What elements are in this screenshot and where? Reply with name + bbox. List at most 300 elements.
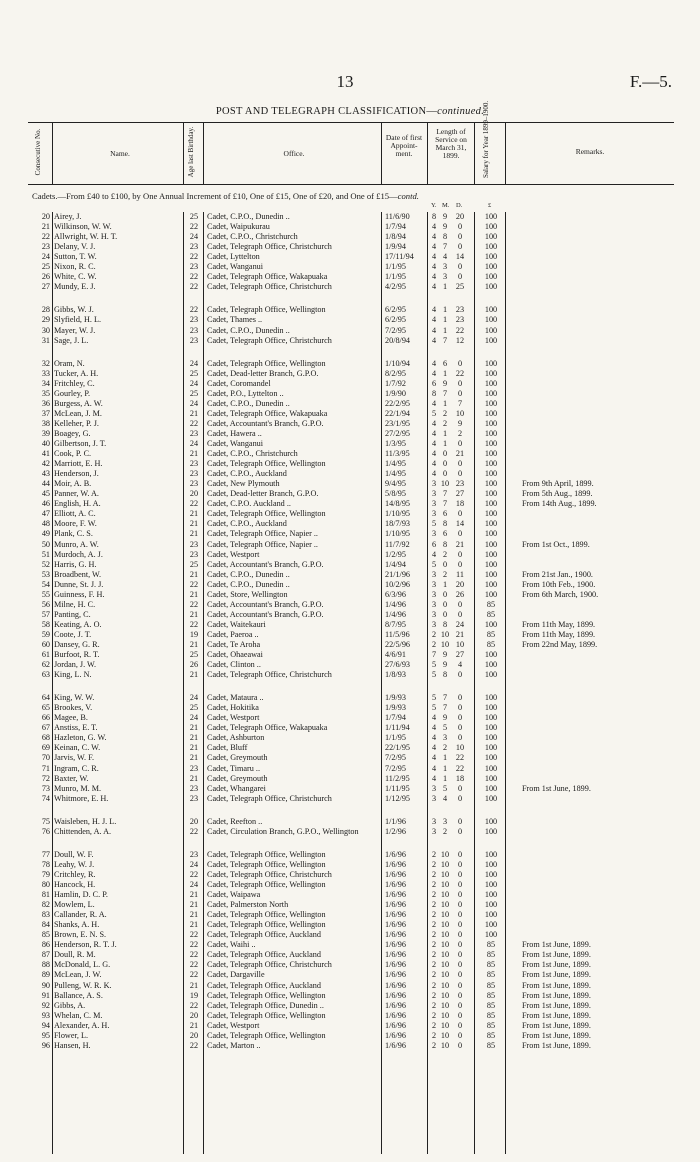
cell-service-days: 0	[457, 1040, 463, 1050]
cell-service-days: 10	[455, 408, 465, 418]
cell-service-years: 5	[431, 670, 437, 680]
cell-service-months: 10	[440, 1040, 450, 1050]
cell-salary: 100	[484, 753, 498, 763]
cell-service-years: 4	[431, 222, 437, 232]
cell-service-days: 0	[457, 459, 463, 469]
cell-age: 21	[189, 529, 199, 539]
cell-service-years: 2	[431, 910, 437, 920]
cell-name: Elliott, A. C.	[54, 509, 96, 519]
page-reference: F.—5.	[629, 72, 672, 91]
cell-service-months: 2	[442, 418, 448, 428]
table-row	[0, 499, 700, 509]
cell-service-years: 3	[431, 599, 437, 609]
cell-appointment-date: 11/3/95	[385, 449, 410, 459]
table-row	[0, 262, 700, 272]
cell-remarks: From 1st June, 1899.	[522, 970, 591, 980]
cell-consecutive-no: 50	[41, 539, 50, 549]
cell-consecutive-no: 82	[41, 900, 50, 910]
cell-service-months: 10	[440, 910, 450, 920]
cell-service-years: 3	[431, 589, 437, 599]
cell-consecutive-no: 55	[41, 589, 50, 599]
cell-consecutive-no: 40	[41, 439, 50, 449]
cell-service-years: 4	[431, 335, 437, 345]
cell-salary: 100	[484, 569, 498, 579]
cell-service-years: 4	[431, 733, 437, 743]
cell-name: Doull, R. M.	[54, 950, 96, 960]
cell-office: Cadet, Dead-letter Branch, G.P.O.	[207, 368, 319, 378]
cell-remarks: From 11th May, 1899.	[522, 619, 596, 629]
cell-age: 21	[189, 670, 199, 680]
page-header	[0, 72, 700, 92]
cell-service-months: 1	[442, 439, 448, 449]
cell-salary: 100	[484, 368, 498, 378]
cell-age: 21	[189, 589, 199, 599]
cell-service-months: 10	[440, 990, 450, 1000]
cell-office: Cadet, Dead-letter Branch, G.P.O.	[207, 489, 319, 499]
cell-consecutive-no: 61	[41, 650, 50, 660]
cell-name: Munro, M. M.	[54, 783, 102, 793]
cell-service-days: 0	[457, 970, 463, 980]
cell-age: 24	[189, 358, 199, 368]
cell-remarks: From 10th Feb., 1900.	[522, 579, 596, 589]
cell-name: Burgess, A. W.	[54, 398, 103, 408]
cell-service-years: 4	[431, 282, 437, 292]
cell-salary: 85	[486, 609, 496, 619]
cell-name: Henderson, R. T. J.	[54, 940, 117, 950]
cell-consecutive-no: 90	[41, 980, 50, 990]
cell-salary: 85	[486, 950, 496, 960]
cell-name: Panner, W. A.	[54, 489, 99, 499]
header-date-first-appointment: Date of first Appoint-ment.	[385, 133, 423, 158]
cell-service-months: 0	[442, 599, 448, 609]
table-row	[0, 379, 700, 389]
cell-age: 21	[189, 890, 199, 900]
cell-office: Cadet, Telegraph Office, Wellington	[207, 459, 326, 469]
cell-service-years: 3	[431, 509, 437, 519]
cell-service-days: 23	[455, 479, 465, 489]
cell-appointment-date: 4/6/91	[385, 650, 406, 660]
cell-office: Cadet, Dargaville	[207, 970, 265, 980]
cell-service-days: 22	[455, 325, 465, 335]
cell-name: Airey, J.	[54, 212, 82, 221]
cell-service-days: 2	[457, 428, 463, 438]
cell-name: Murdoch, A. J.	[54, 549, 103, 559]
cell-salary: 100	[484, 930, 498, 940]
cell-salary: 100	[484, 660, 498, 670]
cell-service-years: 3	[431, 579, 437, 589]
cell-service-months: 1	[442, 763, 448, 773]
cell-name: Delany, V. J.	[54, 242, 96, 252]
cell-remarks: From 1st June, 1899.	[522, 950, 591, 960]
cell-service-months: 8	[442, 519, 448, 529]
cell-appointment-date: 17/11/94	[385, 252, 414, 262]
cell-office: Cadet, Whangarei	[207, 783, 266, 793]
cell-appointment-date: 20/8/94	[385, 335, 411, 345]
cell-salary: 100	[484, 880, 498, 890]
cell-service-days: 0	[457, 1020, 463, 1030]
cell-age: 21	[189, 723, 199, 733]
cell-office: Cadet, Thames ..	[207, 315, 263, 325]
cell-office: Cadet, Timaru ..	[207, 763, 260, 773]
cell-office: Cadet, C.P.O., Dunedin ..	[207, 212, 290, 221]
cell-service-days: 0	[457, 262, 463, 272]
table-row	[0, 419, 700, 429]
cell-appointment-date: 1/6/96	[385, 870, 406, 879]
cell-service-years: 4	[431, 272, 437, 282]
cell-consecutive-no: 78	[41, 859, 50, 869]
cell-salary: 100	[484, 529, 498, 539]
cell-consecutive-no: 94	[41, 1020, 50, 1030]
cell-age: 21	[189, 733, 199, 743]
cell-appointment-date: 22/1/95	[385, 743, 411, 753]
cell-service-years: 2	[431, 880, 437, 890]
cell-appointment-date: 1/4/96	[385, 609, 406, 619]
cell-age: 22	[189, 252, 199, 262]
cell-appointment-date: 10/2/96	[385, 579, 411, 589]
cell-age: 21	[189, 980, 199, 990]
cell-service-years: 8	[431, 388, 437, 398]
cell-office: Cadet, Telegraph Office, Christchurch	[207, 960, 332, 970]
cell-service-months: 5	[442, 723, 448, 733]
cell-salary: 100	[484, 703, 498, 713]
cell-consecutive-no: 48	[41, 519, 50, 529]
cell-consecutive-no: 20	[41, 212, 50, 221]
cell-service-years: 4	[431, 418, 437, 428]
table-row	[0, 590, 700, 600]
cell-consecutive-no: 69	[41, 743, 50, 753]
cell-remarks: From 6th March, 1900.	[522, 589, 599, 599]
cell-name: Keinan, C. W.	[54, 743, 101, 753]
cell-office: Cadet, Telegraph Office, Wellington	[207, 859, 326, 869]
cell-office: Cadet, Telegraph Office, Wakapuaka	[207, 408, 328, 418]
cell-salary: 100	[484, 713, 498, 723]
table-row	[0, 580, 700, 590]
cell-consecutive-no: 58	[41, 619, 50, 629]
page-number: 13	[336, 72, 354, 91]
cell-service-years: 4	[431, 449, 437, 459]
cell-office: Cadet, C.P.O., Dunedin ..	[207, 579, 290, 589]
cell-name: Brookes, V.	[54, 703, 93, 713]
cell-office: Cadet, Waitekauri	[207, 619, 266, 629]
cell-consecutive-no: 65	[41, 703, 50, 713]
cell-service-days: 14	[455, 519, 465, 529]
cell-consecutive-no: 28	[41, 305, 50, 315]
cell-service-months: 9	[442, 378, 448, 388]
cell-appointment-date: 4/2/95	[385, 282, 406, 292]
cell-consecutive-no: 92	[41, 1000, 50, 1010]
cell-service-years: 4	[431, 723, 437, 733]
cell-consecutive-no: 53	[41, 569, 50, 579]
cell-appointment-date: 1/8/94	[385, 232, 406, 242]
cell-service-days: 0	[457, 670, 463, 680]
cell-service-days: 22	[455, 763, 465, 773]
cell-service-days: 0	[457, 242, 463, 252]
cell-office: Cadet, Marton ..	[207, 1040, 261, 1050]
cell-consecutive-no: 88	[41, 960, 50, 970]
cell-appointment-date: 1/6/96	[385, 960, 406, 970]
cell-service-years: 5	[431, 559, 437, 569]
cell-service-years: 4	[431, 368, 437, 378]
cell-service-years: 4	[431, 262, 437, 272]
cell-office: Cadet, Reefton ..	[207, 816, 263, 826]
table-row	[0, 640, 700, 650]
cell-appointment-date: 6/3/96	[385, 589, 406, 599]
cell-name: Milne, H. C.	[54, 599, 96, 609]
table-row	[0, 305, 700, 315]
cell-consecutive-no: 73	[41, 783, 50, 793]
cell-service-months: 0	[442, 459, 448, 469]
cell-appointment-date: 18/7/93	[385, 519, 411, 529]
table-row	[0, 693, 700, 703]
cell-office: Cadet, Waipawa	[207, 890, 261, 900]
cell-appointment-date: 11/7/92	[385, 539, 410, 549]
cell-salary: 100	[484, 509, 498, 519]
cell-age: 21	[189, 449, 199, 459]
cell-name: Moore, F. W.	[54, 519, 97, 529]
cell-salary: 100	[484, 549, 498, 559]
cell-name: Anstiss, E. T.	[54, 723, 98, 733]
cell-appointment-date: 1/6/96	[385, 920, 406, 930]
table-row	[0, 743, 700, 753]
cell-salary: 100	[484, 693, 498, 703]
table-row	[0, 1041, 700, 1051]
cell-salary: 100	[484, 793, 498, 803]
cell-service-days: 0	[457, 859, 463, 869]
cell-name: Flower, L.	[54, 1030, 89, 1040]
cell-appointment-date: 1/7/94	[385, 713, 406, 723]
cell-consecutive-no: 22	[41, 232, 50, 242]
cell-salary: 100	[484, 242, 498, 252]
cell-appointment-date: 1/10/95	[385, 529, 411, 539]
cell-service-days: 18	[455, 499, 465, 509]
cell-service-months: 5	[442, 783, 448, 793]
col-divider	[183, 122, 184, 184]
cell-name: Leahy, W. J.	[54, 859, 95, 869]
cell-office: Cadet, Lyttelton	[207, 252, 260, 262]
cell-age: 23	[189, 763, 199, 773]
cell-name: McDonald, L. G.	[54, 960, 111, 970]
cell-salary: 85	[486, 599, 496, 609]
table-row	[0, 850, 700, 860]
cell-salary: 100	[484, 212, 498, 221]
cell-name: Dansey, G. R.	[54, 639, 100, 649]
cell-office: Cadet, Telegraph Office, Christchurch	[207, 242, 332, 252]
cell-appointment-date: 1/4/95	[385, 459, 406, 469]
cell-service-years: 3	[431, 569, 437, 579]
cell-appointment-date: 1/6/96	[385, 890, 406, 900]
cell-consecutive-no: 37	[41, 408, 50, 418]
table-title-main: POST AND TELEGRAPH CLASSIFICATION—	[215, 106, 438, 117]
cell-service-days: 14	[455, 252, 465, 262]
cell-service-days: 21	[455, 539, 465, 549]
table-row	[0, 860, 700, 870]
cell-appointment-date: 22/1/94	[385, 408, 411, 418]
cell-remarks: From 1st June, 1899.	[522, 1000, 591, 1010]
cell-age: 22	[189, 499, 199, 509]
table-row	[0, 212, 700, 222]
cell-name: Dunne, St. J. J.	[54, 579, 104, 589]
cell-service-years: 3	[431, 619, 437, 629]
cell-service-days: 0	[457, 609, 463, 619]
cell-age: 22	[189, 970, 199, 980]
cell-salary: 100	[484, 826, 498, 836]
cell-office: Cadet, Telegraph Office, Wellington	[207, 358, 326, 368]
cell-salary: 100	[484, 282, 498, 292]
cell-office: Cadet, Te Aroha	[207, 639, 261, 649]
cell-consecutive-no: 71	[41, 763, 50, 773]
cell-age: 24	[189, 880, 199, 890]
unit-days: D.	[456, 202, 463, 209]
cell-age: 23	[189, 262, 199, 272]
col-divider	[381, 122, 382, 184]
cell-appointment-date: 1/8/93	[385, 670, 406, 680]
cell-service-years: 5	[431, 693, 437, 703]
table-row	[0, 336, 700, 356]
cell-service-days: 0	[457, 723, 463, 733]
cell-service-days: 24	[455, 619, 465, 629]
table-row	[0, 610, 700, 620]
cell-age: 20	[189, 816, 199, 826]
cell-appointment-date: 1/3/95	[385, 439, 406, 449]
cell-service-years: 3	[431, 489, 437, 499]
cell-service-days: 0	[457, 232, 463, 242]
cell-service-days: 0	[457, 1030, 463, 1040]
cell-service-days: 27	[455, 489, 465, 499]
cell-age: 22	[189, 418, 199, 428]
cell-name: Broadbent, W.	[54, 569, 102, 579]
cell-service-days: 18	[455, 773, 465, 783]
cell-age: 25	[189, 388, 199, 398]
cell-service-months: 10	[440, 870, 450, 879]
cell-salary: 100	[484, 252, 498, 262]
cell-salary: 100	[484, 305, 498, 315]
cell-service-years: 4	[431, 753, 437, 763]
table-row	[0, 713, 700, 723]
table-row	[0, 1021, 700, 1031]
cell-salary: 100	[484, 783, 498, 793]
table-body	[0, 212, 700, 1051]
cell-name: Shanks, A. H.	[54, 920, 100, 930]
cell-service-years: 6	[431, 378, 437, 388]
cell-consecutive-no: 43	[41, 469, 50, 479]
cell-office: Cadet, Ohaeawai	[207, 650, 263, 660]
cell-service-months: 10	[440, 890, 450, 900]
cell-salary: 100	[484, 418, 498, 428]
cell-service-months: 7	[442, 693, 448, 703]
cell-office: Cadet, Wanganui	[207, 262, 264, 272]
cell-salary: 100	[484, 358, 498, 368]
cell-age: 24	[189, 439, 199, 449]
cell-salary: 100	[484, 900, 498, 910]
cell-service-months: 10	[440, 960, 450, 970]
cell-service-days: 0	[457, 950, 463, 960]
cell-service-months: 8	[442, 670, 448, 680]
cell-consecutive-no: 29	[41, 315, 50, 325]
cell-service-months: 1	[442, 428, 448, 438]
table-row	[0, 960, 700, 970]
cell-appointment-date: 27/2/95	[385, 428, 411, 438]
cell-service-days: 25	[455, 282, 465, 292]
cell-service-days: 21	[455, 449, 465, 459]
cell-service-years: 4	[431, 773, 437, 783]
cell-service-months: 10	[440, 859, 450, 869]
cell-service-months: 0	[442, 449, 448, 459]
cell-service-days: 0	[457, 1010, 463, 1020]
cell-appointment-date: 1/4/94	[385, 559, 406, 569]
header-bottom-rule	[28, 184, 674, 185]
cell-service-years: 3	[431, 783, 437, 793]
cell-consecutive-no: 34	[41, 378, 50, 388]
cell-service-days: 0	[457, 222, 463, 232]
cell-office: Cadet, Westport	[207, 713, 260, 723]
cell-service-days: 0	[457, 509, 463, 519]
cell-appointment-date: 1/10/95	[385, 509, 411, 519]
cell-service-months: 9	[442, 212, 448, 221]
cell-salary: 100	[484, 733, 498, 743]
cell-consecutive-no: 62	[41, 660, 50, 670]
table-row	[0, 509, 700, 519]
cell-consecutive-no: 54	[41, 579, 50, 589]
cell-office: Cadet, C.P.O. Auckland ..	[207, 499, 291, 509]
cell-age: 25	[189, 212, 199, 221]
cell-name: Keating, A. O.	[54, 619, 102, 629]
cell-service-months: 1	[442, 368, 448, 378]
cell-consecutive-no: 76	[41, 826, 50, 836]
cell-service-years: 2	[431, 940, 437, 950]
cell-age: 24	[189, 378, 199, 388]
cell-name: Gibbs, A.	[54, 1000, 86, 1010]
cell-age: 20	[189, 489, 199, 499]
header-consecutive-no: Consecutive No.	[34, 128, 42, 176]
cell-consecutive-no: 66	[41, 713, 50, 723]
cell-salary: 100	[484, 388, 498, 398]
cell-name: Gibbs, W. J.	[54, 305, 94, 315]
cell-service-days: 0	[457, 960, 463, 970]
cell-office: Cadet, Telegraph Office, Auckland	[207, 980, 321, 990]
cell-age: 23	[189, 539, 199, 549]
cell-name: Boagey, G.	[54, 428, 91, 438]
cell-office: Cadet, C.P.O., Christchurch	[207, 232, 298, 242]
table-row	[0, 753, 700, 763]
cell-office: Cadet, Telegraph Office, Wellington	[207, 509, 326, 519]
cell-office: Cadet, Paeroa ..	[207, 629, 259, 639]
cell-appointment-date: 8/7/95	[385, 619, 406, 629]
cell-appointment-date: 1/6/96	[385, 990, 406, 1000]
cell-age: 23	[189, 325, 199, 335]
cell-service-years: 4	[431, 242, 437, 252]
cell-appointment-date: 6/2/95	[385, 305, 406, 315]
cell-salary: 85	[486, 990, 496, 1000]
cell-consecutive-no: 33	[41, 368, 50, 378]
cell-salary: 100	[484, 816, 498, 826]
cell-appointment-date: 1/6/96	[385, 1000, 406, 1010]
cell-appointment-date: 1/6/96	[385, 950, 406, 960]
cell-consecutive-no: 91	[41, 990, 50, 1000]
cell-service-months: 10	[440, 880, 450, 890]
cell-service-days: 0	[457, 358, 463, 368]
cell-name: Gourley, P.	[54, 388, 91, 398]
cell-office: Cadet, Hawera ..	[207, 428, 262, 438]
col-divider	[474, 122, 475, 184]
cell-remarks: From 1st June, 1899.	[522, 1010, 591, 1020]
cell-name: Cook, P. C.	[54, 449, 92, 459]
cell-service-days: 0	[457, 733, 463, 743]
cell-appointment-date: 22/2/95	[385, 398, 411, 408]
cell-age: 21	[189, 569, 199, 579]
cell-service-days: 7	[457, 398, 463, 408]
cell-salary: 100	[484, 262, 498, 272]
cell-service-years: 2	[431, 980, 437, 990]
